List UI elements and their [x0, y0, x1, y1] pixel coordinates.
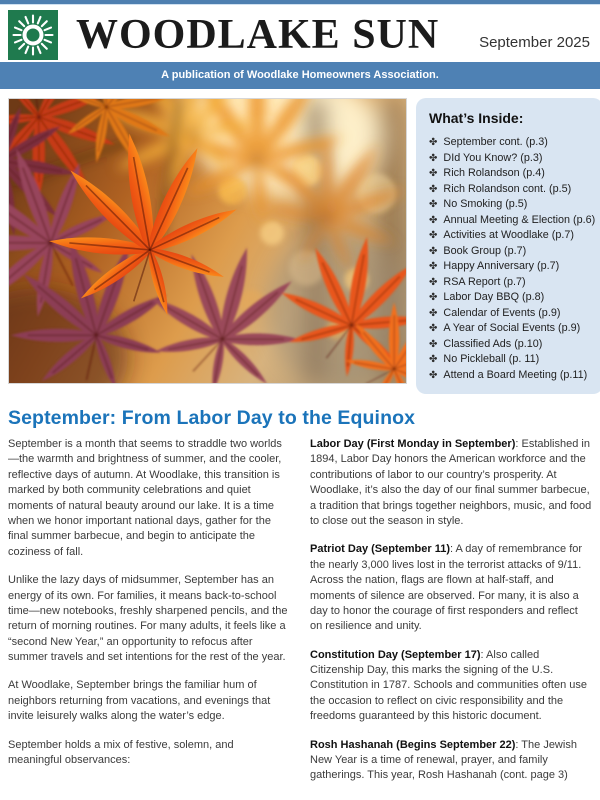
toc-item-label: Rich Rolandson (p.4): [443, 167, 545, 179]
club-bullet-icon: ✤: [429, 307, 438, 319]
club-bullet-icon: ✤: [429, 199, 438, 210]
toc-item-label: A Year of Social Events (p.9): [443, 322, 581, 334]
club-bullet-icon: ✤: [429, 338, 438, 350]
observance-text: : Established in 1894, Labor Day honors the American workforce and the contributions of labor to our country’s prosperity. At Woodlake, it’s also the day of our final summer barbecue, a tradition that brings together neighbors, music, and food to close out the season in style.: [310, 438, 592, 527]
left-column: [8, 437, 290, 797]
whats-inside-box: [416, 98, 600, 394]
page-content: [0, 89, 600, 797]
masthead: [0, 5, 600, 62]
right-column: [310, 437, 592, 797]
toc-item: [429, 182, 595, 198]
autumn-leaves-photo: [8, 98, 407, 384]
observance-text: : Also called Citizenship Day, this marks the signing of the U.S. Constitution in 1787. Schools and communities often use the occasion to reflect on civic responsibility and the freedoms guaranteed by this historic document.: [310, 648, 587, 723]
toc-item-label: Activities at Woodlake (p.7): [443, 229, 575, 241]
article-paragraph: September is a month that seems to straddle two worlds—the warmth and brightness of summer, and the cooler, reflective days of autumn. At Woodlake, this transition is marked by both community celebrations and quiet moments of natural beauty around our lake. It is a time when we honor important national days, gather for the final summer barbecue, and begin to anticipate the coziness of fall.: [8, 438, 282, 558]
observance-paragraph: [310, 542, 592, 634]
article-paragraph: September holds a mix of festive, solemn, and meaningful observances:: [8, 738, 234, 767]
toc-item-label: DId You Know? (p.3): [443, 151, 543, 164]
club-bullet-icon: ✤: [429, 261, 438, 272]
toc-item: [429, 275, 595, 291]
toc-item: [429, 290, 595, 306]
club-bullet-icon: ✤: [429, 152, 438, 164]
club-bullet-icon: ✤: [429, 354, 438, 365]
article-paragraph: At Woodlake, September brings the familiar hum of neighbors returning from vacations, and evenings that invite leisurely walks along the water’s edge.: [8, 679, 271, 723]
hero-row: [8, 98, 596, 394]
toc-item-label: Rich Rolandson cont. (p.5): [443, 182, 572, 195]
observance-text: : A day of remembrance for the nearly 3,000 lives lost in the terrorist attacks of 9/11. Across the nation, flags are flown at half-staff, and moments of silence are observed. For many, it is also a day to honor the courage of first responders and reflect on resilience and unity.: [310, 543, 583, 633]
toc-item: [429, 259, 595, 275]
club-bullet-icon: ✤: [429, 369, 438, 381]
club-bullet-icon: ✤: [429, 292, 438, 303]
toc-item-label: No Smoking (p.5): [443, 198, 528, 210]
whats-inside-list: [429, 135, 595, 383]
article-columns: [8, 437, 592, 797]
tagline-bar: A publication of Woodlake Homeowners Association.: [0, 62, 600, 89]
toc-item: [429, 135, 595, 151]
observance-text: : The Jewish New Year is a time of renewal, prayer, and family gatherings. This year, Rosh Hashanah (cont. page 3): [310, 738, 577, 782]
toc-item: [429, 337, 595, 353]
toc-item: [429, 306, 595, 322]
issue-date: September 2025: [479, 34, 590, 51]
toc-item-label: September cont. (p.3): [443, 136, 548, 148]
article-headline: September: From Labor Day to the Equinox: [8, 407, 416, 429]
woodlake-sun-logo-icon: [8, 10, 58, 60]
toc-item: [429, 213, 595, 229]
observance-paragraph: [310, 738, 592, 784]
toc-item: [429, 197, 595, 213]
club-bullet-icon: ✤: [429, 168, 438, 179]
club-bullet-icon: ✤: [429, 276, 438, 288]
observance-lead: Labor Day (First Monday in September): [310, 438, 516, 450]
club-bullet-icon: ✤: [429, 214, 438, 226]
observance-lead: Constitution Day (September 17): [310, 648, 481, 661]
toc-item-label: Annual Meeting & Election (p.6): [443, 213, 596, 226]
observance-lead: Rosh Hashanah (Begins September 22): [310, 738, 516, 751]
club-bullet-icon: ✤: [429, 183, 438, 195]
toc-item: [429, 166, 595, 182]
club-bullet-icon: ✤: [429, 230, 438, 241]
toc-item-label: Attend a Board Meeting (p.11): [443, 368, 588, 381]
toc-item-label: Calendar of Events (p.9): [443, 306, 561, 319]
article-paragraph: Unlike the lazy days of midsummer, September has an energy of its own. For families, it means back-to-school time—new notebooks, freshly sharpened pencils, and the return of morning routines. For many adults, it feels like a “second New Year,” an opportunity to refocus after summer travels and set intentions for the rest of the year.: [8, 574, 288, 664]
newsletter-title: WOODLAKE SUN: [76, 12, 440, 58]
toc-item-label: RSA Report (p.7): [443, 275, 526, 288]
autumn-leaves-illustration: [9, 99, 406, 383]
club-bullet-icon: ✤: [429, 323, 438, 334]
toc-item: [429, 321, 595, 337]
observance-lead: Patriot Day (September 11): [310, 543, 450, 556]
toc-item: [429, 368, 595, 384]
toc-item-label: No Pickleball (p. 11): [443, 353, 540, 365]
toc-item: [429, 244, 595, 260]
observance-paragraph: [310, 437, 592, 529]
club-bullet-icon: ✤: [429, 245, 438, 257]
toc-item: [429, 352, 595, 368]
toc-item-label: Happy Anniversary (p.7): [443, 260, 560, 272]
toc-item: [429, 228, 595, 244]
toc-item-label: Classified Ads (p.10): [443, 337, 543, 350]
whats-inside-title: What’s Inside:: [429, 110, 524, 126]
toc-item: [429, 151, 595, 167]
observance-paragraph: [310, 648, 592, 725]
club-bullet-icon: ✤: [429, 137, 438, 148]
toc-item-label: Labor Day BBQ (p.8): [443, 291, 545, 303]
toc-item-label: Book Group (p.7): [443, 244, 527, 257]
